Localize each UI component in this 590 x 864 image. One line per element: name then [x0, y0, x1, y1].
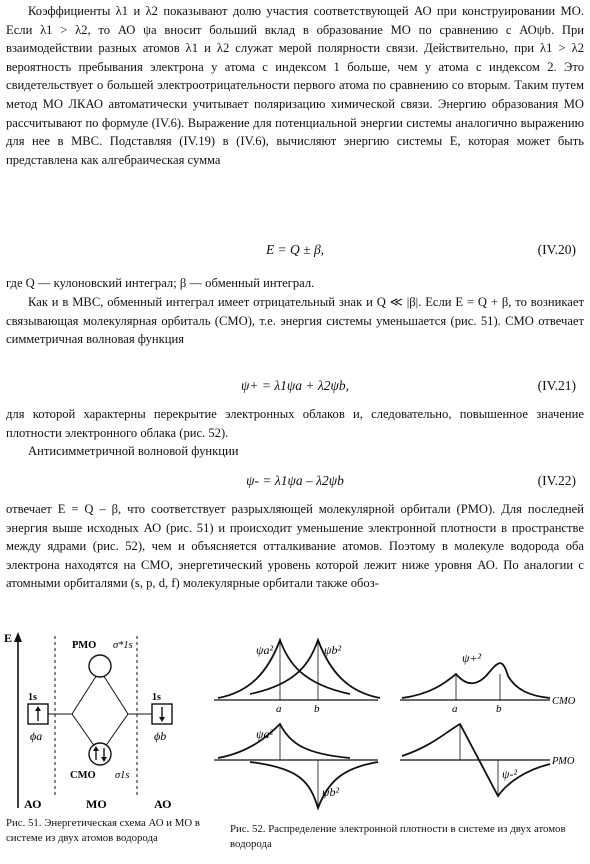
figure-51-caption	[6, 816, 202, 845]
left-ao-electron-arrowhead	[35, 706, 41, 711]
equation-iv20	[0, 242, 590, 262]
rmo-orbital	[89, 655, 111, 677]
left-ao-psi: ϕa	[30, 729, 43, 743]
smo-curve-label: СМО	[552, 696, 576, 707]
equation-iv21-number: (IV.21)	[537, 378, 576, 393]
equation-iv22-number: (IV.22)	[537, 473, 576, 488]
psi-minus2-label: ψ-²	[502, 767, 518, 781]
psi-plus2-curve	[402, 663, 550, 698]
plot-opposite-densities	[214, 724, 378, 808]
right-ao-electron-arrowhead	[159, 717, 165, 722]
right-ao-level-label: 1s	[152, 692, 161, 703]
equation-iv22	[0, 473, 590, 493]
paragraph-4: для которой характерны перекрытие электронных облаков и, следовательно, повышенное значение плотности электронного облака (рис. 52).	[6, 407, 584, 440]
bottom-left-ao-label: АО	[24, 797, 42, 811]
smo-label: СМО	[70, 770, 96, 781]
rmo-label: РМО	[72, 640, 97, 651]
equation-iv20-formula: E = Q ± β,	[265, 242, 325, 257]
equation-iv21	[0, 378, 590, 398]
left-ao-level-label: 1s	[28, 692, 37, 703]
figure-51-caption-text: Энергетическая схема АО и МО в системе из двух атомов водорода	[6, 817, 200, 844]
bottom-mo-label: МО	[86, 797, 107, 811]
energy-axis-label: E	[4, 631, 13, 645]
figure-52-caption-prefix: Рис. 52.	[230, 823, 266, 835]
psi-a2-curve-bottom	[218, 724, 350, 758]
psi-b2-curve-bottom	[250, 762, 378, 808]
nucleus-b-label-smo: b	[496, 703, 502, 715]
equation-iv21-formula: ψ+ = λ1ψa + λ2ψb,	[240, 378, 350, 393]
smo-orbital	[89, 743, 111, 765]
equation-iv22-formula: ψ- = λ1ψa – λ2ψb	[246, 473, 344, 488]
bottom-right-ao-label: АО	[154, 797, 172, 811]
nucleus-a-label-smo: a	[452, 703, 458, 715]
figure-51-caption-prefix: Рис. 51.	[6, 817, 42, 829]
figure-52-density-plots	[210, 632, 588, 818]
paragraph-2: где Q — кулоновский интеграл; β — обменный интеграл.	[6, 276, 315, 290]
psi-plus2-label: ψ+²	[462, 651, 482, 665]
rmo-sigma: σ*1s	[113, 640, 133, 651]
plot-rmo-density	[400, 724, 575, 796]
nucleus-b-label-top: b	[314, 703, 320, 715]
paragraph-3: Как и в МВС, обменный интеграл имеет отрицательный знак и Q ≪ |β|. Если E = Q + β, то возникает связывающая молекулярная орбиталь (СМО), т.е. энергия системы уменьшается (рис. 51). СМО отвечает симметричная волновая функция	[6, 295, 584, 347]
equation-iv20-number: (IV.20)	[537, 242, 576, 257]
plot-separate-densities	[214, 640, 380, 715]
paragraph-5: Антисимметричной волновой функции	[28, 444, 239, 458]
plot-smo-density	[400, 651, 576, 715]
smo-sigma: σ1s	[115, 770, 130, 781]
paragraph-6: отвечает E = Q – β, что соответствует разрыхляющей молекулярной орбитали (РМО). Для последней энергия выше исходных АО (рис. 51) и происходит уменьшение электронной плотности в пространстве между ядрами (рис. 52), чем и объясняется отталкивание атомов. Поэтому в молекуле водорода оба электрона находятся на СМО, энергетический уровень которой лежит ниже уровня АО. По аналогии с атомными орбиталями (s, p, d, f) молекулярные орбитали также обоз-	[6, 502, 584, 591]
psi-b2-label: ψb²	[324, 643, 342, 657]
psi-a2-label: ψa²	[256, 643, 274, 657]
rmo-curve-label: РМО	[552, 756, 575, 767]
right-ao-psi: ϕb	[154, 729, 167, 743]
nucleus-a-label-top: a	[276, 703, 282, 715]
energy-axis-arrowhead	[14, 632, 22, 642]
psi-a2-label-bottom: ψa²	[256, 727, 274, 741]
figure-51-energy-diagram	[0, 626, 200, 816]
figure-52-caption-text: Распределение электронной плотности в системе из двух атомов водорода	[230, 823, 566, 850]
figure-52-caption	[230, 822, 584, 851]
psi-b2-label-bottom: ψb²	[322, 785, 340, 799]
paragraph-1: Коэффициенты λ1 и λ2 показывают долю участия соответствующей АО при конструировании МО. Если λ1 > λ2, то АО ψa вносит больший вклад в образование МО по сравнению с АОψb. При взаимодействии разных атомов λ1 и λ2 служат мерой полярности связи. Действительно, при λ1 > λ2 вероятность пребывания электрона у атома с индексом 1 больше, чем у атома с индексом 2. Это свидетельствует о большей электроотрицательности первого атома по сравнению со вторым. Таким путем метод МО ЛКАО автоматически учитывает поляризацию химической связи. Энергию образования МО рассчитывают по формуле (IV.6). Выражение для потенциальной энергии системы аналогично выражению для нее в МВС. Подставляя (IV.19) в (IV.6), вычисляют энергию системы E, которая может быть представлена как алгебраическая сумма	[6, 4, 584, 167]
